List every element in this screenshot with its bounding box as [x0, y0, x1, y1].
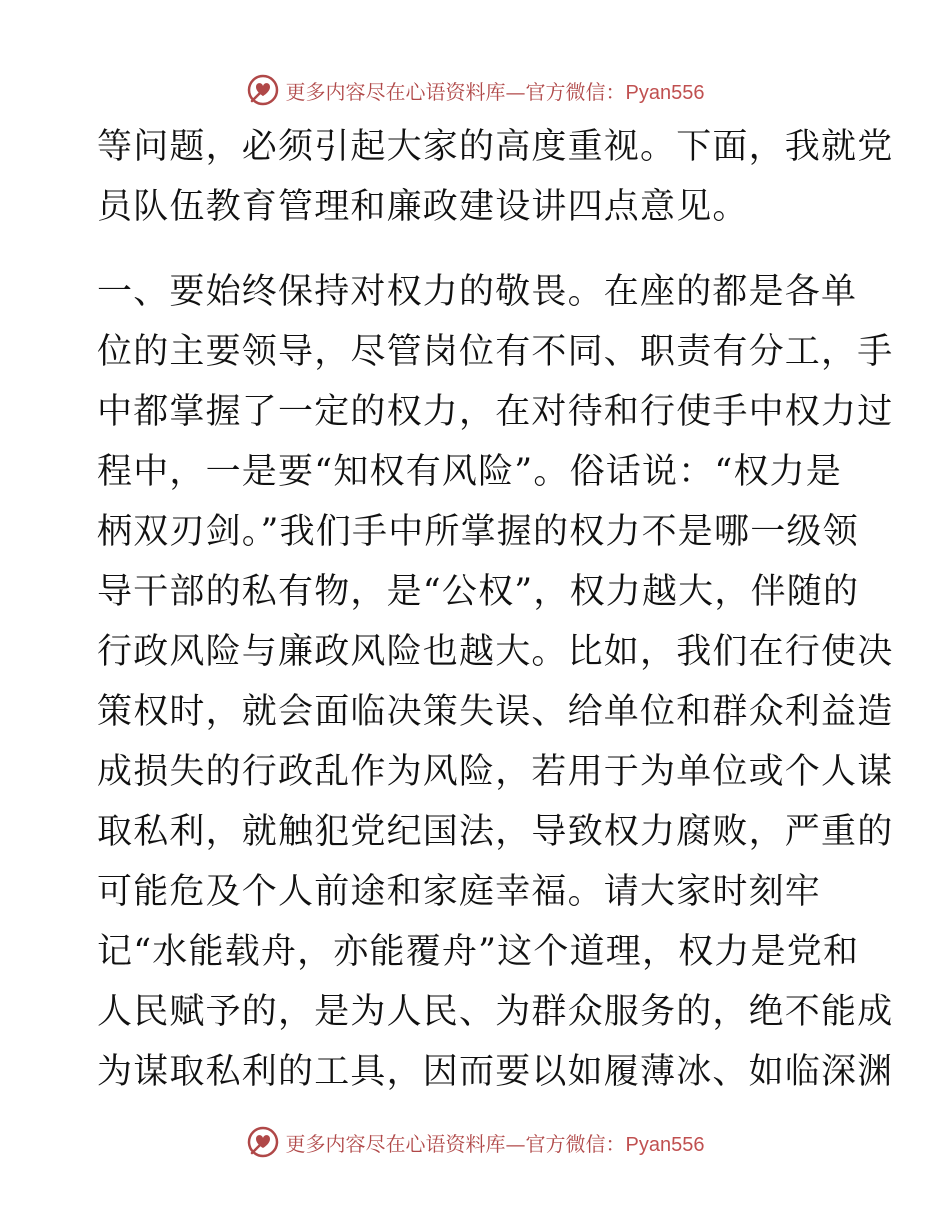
header-contact-label: 官方微信：	[525, 79, 626, 104]
footer-brand-text: 更多内容尽在心语资料库	[285, 1131, 506, 1156]
text-line: 员队伍教育管理和廉政建设讲四点意见。	[97, 187, 749, 227]
header-brand-text: 更多内容尽在心语资料库	[285, 79, 506, 104]
text-line: 中都掌握了一定的权力，在对待和行使手中权力过	[97, 392, 894, 432]
text-line: 导干部的私有物，是“公权”，权力越大，伴随的	[97, 572, 860, 612]
heart-pen-logo-icon	[246, 1125, 280, 1159]
heart-pen-logo-icon	[246, 73, 280, 107]
header-banner	[0, 70, 950, 110]
text-line: 取私利，就触犯党纪国法，导致权力腐败，严重的	[97, 812, 894, 852]
text-line: 位的主要领导，尽管岗位有不同、职责有分工，手	[97, 332, 894, 372]
footer-contact-label: 官方微信：	[525, 1131, 626, 1156]
paragraph-gap	[97, 237, 857, 262]
footer-banner	[0, 1122, 950, 1162]
text-line: 策权时，就会面临决策失误、给单位和群众利益造	[97, 692, 894, 732]
footer-contact-id: Pyan556	[625, 1133, 705, 1156]
text-line: 一、要始终保持对权力的敬畏。在座的都是各单	[97, 272, 858, 312]
paragraph-2	[97, 262, 894, 1102]
text-line: 成损失的行政乱作为风险，若用于为单位或个人谋	[97, 752, 894, 792]
footer-separator: —	[505, 1131, 526, 1156]
paragraph-1	[97, 117, 894, 237]
header-contact-id: Pyan556	[625, 81, 705, 104]
text-line: 行政风险与廉政风险也越大。比如，我们在行使决	[97, 632, 894, 672]
text-line: 为谋取私利的工具，因而要以如履薄冰、如临深渊	[97, 1052, 894, 1092]
document-body	[97, 117, 894, 1102]
text-line: 等问题，必须引起大家的高度重视。下面，我就党	[97, 127, 894, 167]
text-line: 记“水能载舟，亦能覆舟”这个道理，权力是党和	[97, 932, 860, 972]
footer-banner-text	[286, 1128, 705, 1157]
text-line: 可能危及个人前途和家庭幸福。请大家时刻牢	[97, 872, 822, 912]
header-banner-text	[286, 76, 705, 105]
header-separator: —	[505, 79, 526, 104]
text-line: 程中，一是要“知权有风险”。俗话说：“权力是	[97, 452, 843, 492]
text-line: 人民赋予的，是为人民、为群众服务的，绝不能成	[97, 992, 894, 1032]
text-line: 柄双刃剑。”我们手中所掌握的权力不是哪一级领	[97, 512, 859, 552]
